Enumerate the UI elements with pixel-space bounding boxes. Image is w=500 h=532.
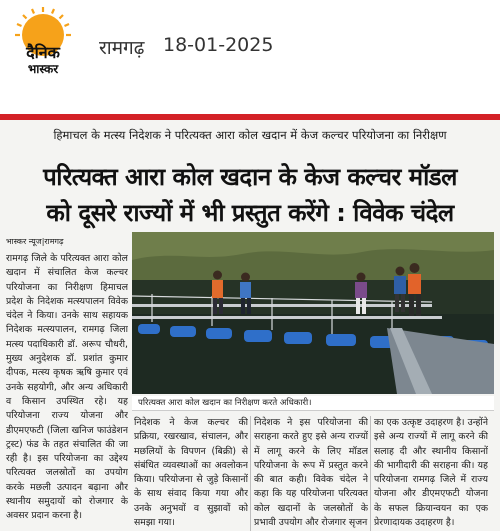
headline-line-2: को दूसरे राज्यों में भी प्रस्तुत करेंगे : विवेक चंदेल [46,199,454,227]
column-divider [250,416,251,531]
article-column-2: निदेशक ने इस परियोजना की सराहना करते हुए इसे अन्य राज्यों में लागू करने के लिए मॉडल परियोजना के रूप में प्रस्तुत करने की बात कही। विवेक चंदेल ने कहा कि यह परियोजना परित्यक्त कोल खदानों के जलस्रोतों के प्रभावी उपयोग और रोजगार सृजन [254,417,368,529]
headline-line-1: परित्यक्त आरा कोल खदान के केज कल्चर मॉडल [43,163,457,191]
article-kicker: हिमाचल के मत्स्य निदेशक ने परित्यक्त आरा कोल खदान में केज कल्चर परियोजना का निरीक्षण [53,128,447,142]
city-name: रामगढ़ [99,37,145,59]
news-photo [132,232,494,394]
photo-caption: परित्यक्त आरा कोल खदान का निरीक्षण करते अधिकारी। [132,396,494,411]
article-column-1: निदेशक ने केज कल्चर की प्रक्रिया, रखरखाव, संचालन, और मछलियों के विपणन (बिक्री) से संबंधित व्यवस्थाओं का अवलोकन किया। परियोजना से जुड़े किसानों के साथ संवाद किया गया और उनके अनुभवों व सुझावों को समझा गया। [134,417,248,529]
logo-name: दैनिक [26,43,60,62]
byline: भास्कर न्यूज|रामगढ़ [6,237,64,246]
newspaper-header [0,0,500,96]
lead-paragraph: रामगढ़ जिले के परित्यक्त आरा कोल खदान में संचालित केज कल्चर परियोजना का निरीक्षण हिमाचल प्रदेश के निदेशक मत्स्यपालन विवेक चंदेल ने किया। उनके साथ सहायक निदेशक मत्स्यपालन, रामगढ़ जिला मत्स्य पदाधिकारी डॉ. अरूप चौधरी, मुख्य अनुदेशक डॉ. प्रशांत कुमार दीपक, मत्स्य कृषक ऋषि कुमार एवं उनके सहयोगी, और अन्य अधिकारी व किसान उपस्थित रहे। यह परियोजना राज्य योजना और डीएमएफटी (जिला खनिज फाउंडेशन ट्रस्ट) फंड के तहत संचालित की जा रही है। इस परियोजना का उद्देश्य परित्यक्त जलस्रोतों का उपयोग करके मछली उत्पादन बढ़ाना और स्थानीय समुदायों को रोजगार के अवसर प्रदान करना है। [6,253,128,522]
logo-subname: भास्कर [27,62,59,76]
edition-date: 18-01-2025 [163,34,274,56]
column-divider [370,416,371,531]
article-column-3: का एक उत्कृष्ट उदाहरण है। उन्होंने इसे अन्य राज्यों में लागू करने की सलाह दी और स्थानीय किसानों की भागीदारी की सराहना की। यह परियोजना रामगढ़ जिले में राज्य योजना और डीएमएफटी योजना के सफल क्रियान्वयन का एक प्रेरणादायक उदाहरण है। [374,417,488,529]
dainik-bhaskar-logo [5,5,81,81]
